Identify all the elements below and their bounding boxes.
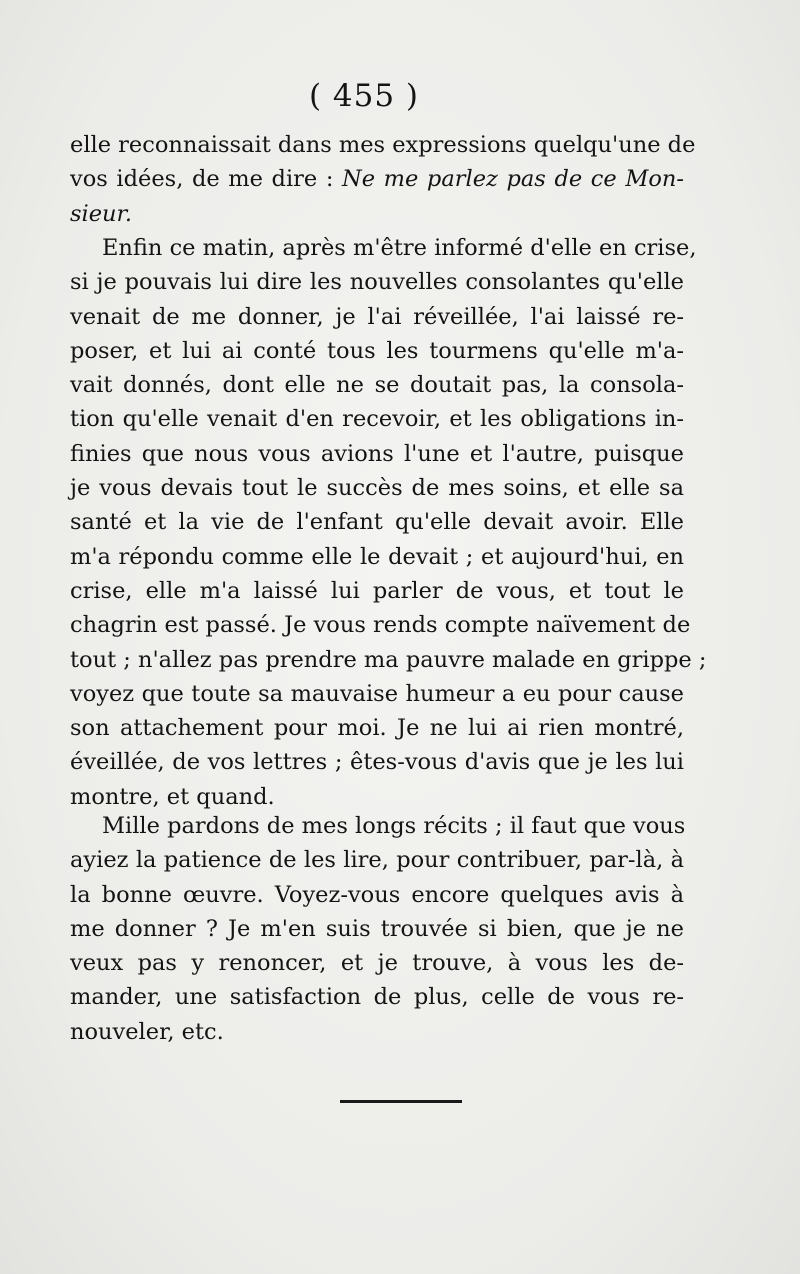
- text-line: elle reconnaissait dans mes expressions quelqu'une de: [70, 132, 696, 158]
- text-segment: vos idées, de me dire :: [70, 166, 343, 193]
- text-line: je vous devais tout le succès de mes soins, et elle sa: [70, 475, 684, 502]
- text-line: santé et la vie de l'enfant qu'elle devait avoir. Elle: [70, 509, 684, 536]
- text-line: m'a répondu comme elle le devait ; et aujourd'hui, en: [70, 543, 684, 570]
- text-line: chagrin est passé. Je vous rends compte naïvement de: [70, 612, 691, 639]
- text-line: ayiez la patience de les lire, pour contribuer, par-là, à: [70, 847, 684, 874]
- text-line: vait donnés, dont elle ne se doutait pas, la consola-: [70, 372, 684, 399]
- text-line: son attachement pour moi. Je ne lui ai rien montré,: [70, 715, 684, 742]
- text-line: mander, une satisfaction de plus, celle de vous re-: [70, 984, 684, 1011]
- text-line: éveillée, de vos lettres ; êtes-vous d'avis que je les lui: [70, 749, 684, 776]
- page-number: ( 455 ): [308, 78, 420, 114]
- text-line: me donner ? Je m'en suis trouvée si bien, que je ne: [70, 915, 684, 942]
- text-line: veux pas y renoncer, et je trouve, à vous les de-: [70, 950, 684, 977]
- paragraph-3: [70, 809, 684, 1049]
- text-line: poser, et lui ai conté tous les tourmens qu'elle m'a-: [70, 337, 684, 364]
- paragraph-2: [70, 231, 707, 814]
- text-line: montre, et quand.: [70, 783, 275, 810]
- text-line: venait de me donner, je l'ai réveillée, l'ai laissé re-: [70, 303, 684, 330]
- text-line: [70, 162, 684, 196]
- text-line: la bonne œuvre. Voyez-vous encore quelques avis à: [70, 881, 684, 908]
- text-line: Mille pardons de mes longs récits ; il faut que vous: [102, 813, 686, 839]
- paragraph-1: [70, 128, 696, 231]
- text-line: sieur.: [70, 200, 132, 227]
- text-line: tout ; n'allez pas prendre ma pauvre malade en grippe ;: [70, 646, 707, 673]
- text-line: tion qu'elle venait d'en recevoir, et les obligations in-: [70, 406, 684, 433]
- text-line: si je pouvais lui dire les nouvelles consolantes qu'elle: [70, 269, 684, 296]
- text-line: crise, elle m'a laissé lui parler de vous, et tout le: [70, 577, 684, 604]
- end-rule: [340, 1100, 462, 1103]
- quoted-phrase: Ne me parlez pas de ce Mon-: [342, 166, 685, 193]
- text-line: voyez que toute sa mauvaise humeur a eu pour cause: [70, 680, 684, 707]
- text-line: nouveler, etc.: [70, 1018, 224, 1045]
- text-line: finies que nous vous avions l'une et l'autre, puisque: [70, 440, 684, 467]
- text-line: Enfin ce matin, après m'être informé d'elle en crise,: [102, 235, 697, 261]
